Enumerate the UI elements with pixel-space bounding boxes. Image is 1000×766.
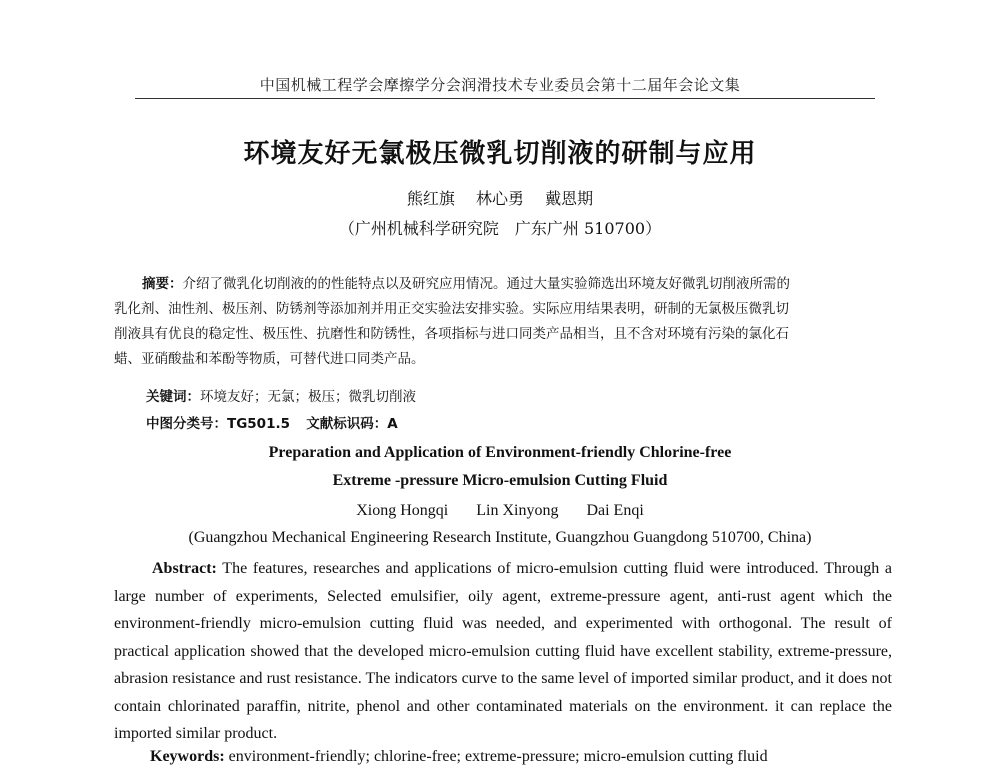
cn-affiliation: （广州机械科学研究院 广东广州 510700） <box>338 219 662 238</box>
cn-abstract-label: 摘要： <box>142 276 183 292</box>
cn-classification-label: 中图分类号： <box>146 416 227 432</box>
cn-abstract-text-1: 介绍了微乳化切削液的的性能特点以及研究应用情况。通过大量实验筛选出环境友好微乳切削液所需的 <box>182 276 790 292</box>
cn-abstract-line-3: 削液具有优良的稳定性、极压性、抗磨性和防锈性，各项指标与进口同类产品相当，且不含对环境有污染的氯化石 <box>114 326 789 342</box>
en-author-list <box>0 502 1000 520</box>
cn-author-list <box>0 186 1000 209</box>
en-abstract-text: The features, researches and applications of micro-emulsion cutting fluid were introduced. Through a large number of experiments, Selected emulsifier, oily agent, extreme-pressure agent, anti-rust agent which the environment-friendly micro-emulsion cutting fluid was needed, and experimented with orthogonal. The result of practical application showed that the developed micro-emulsion cutting fluid have excellent stability, extreme-pressure, abrasion resistance and rust resistance. The indicators curve to the same level of imported similar product, and it does not contain chlorinated paraffin, nitrite, phenol and other contaminated materials on the environment. it can replace the imported similar product. <box>114 560 892 742</box>
en-keywords-label: Keywords: <box>150 748 225 765</box>
en-title-line-2: Extreme -pressure Micro-emulsion Cutting Fluid <box>332 472 668 489</box>
cn-keywords-value: 环境友好；无氯；极压；微乳切削液 <box>200 389 416 405</box>
cn-author-2: 林心勇 <box>475 189 524 208</box>
en-keywords-value: environment-friendly; chlorine-free; extreme-pressure; micro-emulsion cutting fluid <box>228 748 768 765</box>
en-keywords <box>150 748 768 766</box>
en-author-1: Xiong Hongqi <box>356 502 449 519</box>
cn-abstract-line-1 <box>114 272 894 297</box>
en-abstract <box>114 555 892 748</box>
en-title-line-1: Preparation and Application of Environment-friendly Chlorine-free <box>268 444 732 461</box>
en-author-3: Dai Enqi <box>586 502 644 519</box>
cn-keywords <box>146 385 926 410</box>
cn-classification <box>146 412 926 437</box>
cn-doc-code-value: A <box>387 416 398 432</box>
cn-keywords-label: 关键词： <box>146 389 200 405</box>
cn-doc-code-label: 文献标识码： <box>306 416 388 432</box>
cn-abstract-line-2: 乳化剂、油性剂、极压剂、防锈剂等添加剂并用正交实验法安排实验。实际应用结果表明，研制的无氯极压微乳切 <box>114 301 789 317</box>
header-rule <box>135 98 875 99</box>
cn-paper-title: 环境友好无氯极压微乳切削液的研制与应用 <box>243 139 757 169</box>
cn-author-1: 熊红旗 <box>406 189 455 208</box>
en-abstract-label: Abstract: <box>152 560 217 577</box>
cn-author-3: 戴恩期 <box>545 189 594 208</box>
en-author-2: Lin Xinyong <box>476 502 559 519</box>
running-header: 中国机械工程学会摩擦学分会润滑技术专业委员会第十二届年会论文集 <box>259 76 741 94</box>
cn-classification-value: TG501.5 <box>227 416 290 432</box>
cn-abstract <box>114 272 894 372</box>
en-affiliation: (Guangzhou Mechanical Engineering Research Institute, Guangzhou Guangdong 510700, China) <box>188 529 812 546</box>
cn-abstract-line-4: 蜡、亚硝酸盐和苯酚等物质，可替代进口同类产品。 <box>114 351 425 367</box>
